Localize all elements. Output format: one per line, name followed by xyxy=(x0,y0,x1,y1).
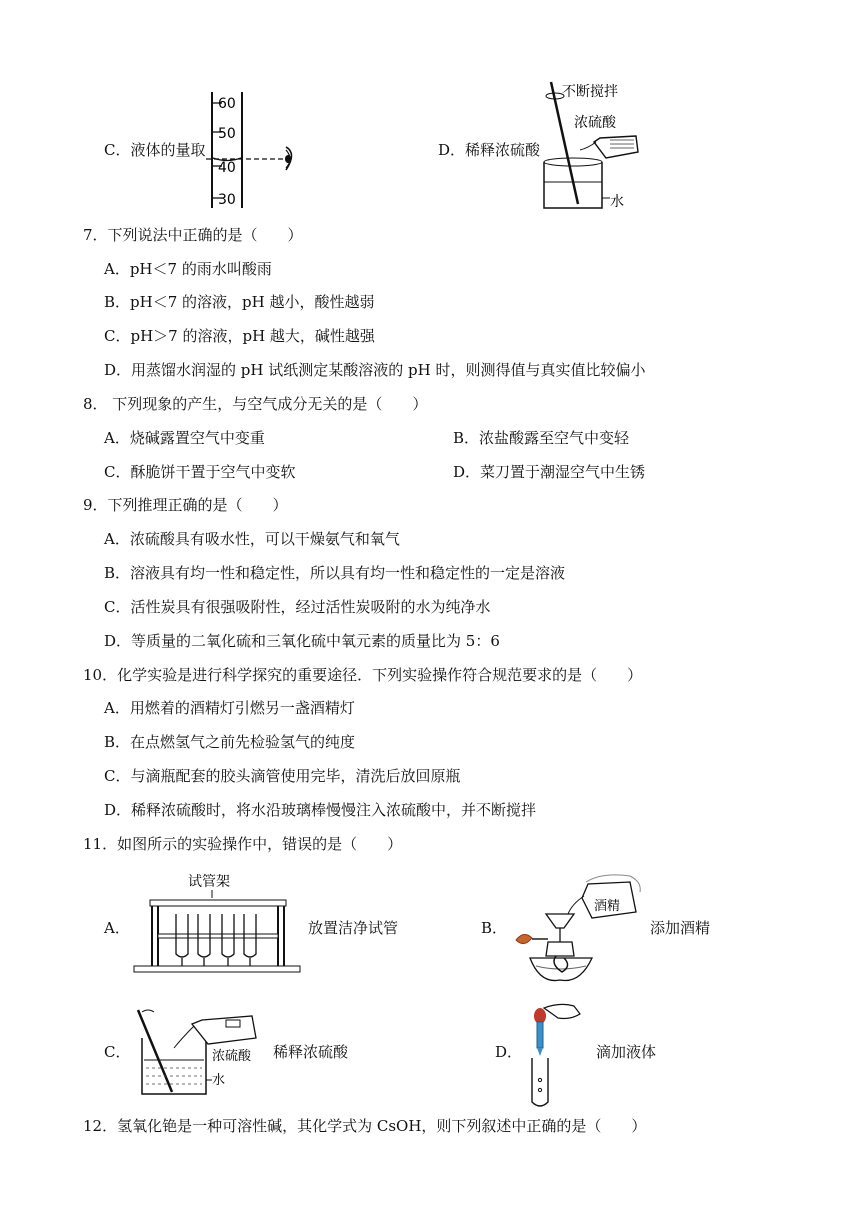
add-alcohol-figure xyxy=(510,872,650,982)
q11-option-c-letter: C． xyxy=(104,1043,131,1061)
q8-option-a: A．烧碱露置空气中变重 xyxy=(104,429,265,447)
q6-option-c: C．液体的量取 xyxy=(104,141,206,159)
q9-option-a: A．浓硫酸具有吸水性，可以干燥氨气和氧气 xyxy=(104,530,400,548)
q11-option-a-letter: A． xyxy=(104,919,130,937)
q9-option-b: B．溶液具有均一性和稳定性，所以具有均一性和稳定性的一定是溶液 xyxy=(104,564,566,582)
dilute-acid-figure-c xyxy=(132,998,267,1098)
q9-stem: 9．下列推理正确的是（ ） xyxy=(83,496,288,514)
fig-a-rack-label: 试管架 xyxy=(188,874,230,890)
cylinder-tick-30: 30 xyxy=(218,192,236,208)
q11-option-d-letter: D． xyxy=(495,1043,523,1061)
q12-stem: 12．氢氧化铯是一种可溶性碱，其化学式为 CsOH，则下列叙述中正确的是（ ） xyxy=(83,1117,647,1135)
q9-option-c: C．活性炭具有很强吸附性，经过活性炭吸附的水为纯净水 xyxy=(104,598,491,616)
q10-option-c: C．与滴瓶配套的胶头滴管使用完毕，清洗后放回原瓶 xyxy=(104,767,461,785)
q11-stem: 11．如图所示的实验操作中，错误的是（ ） xyxy=(83,835,403,853)
cylinder-tick-40: 40 xyxy=(218,160,236,176)
cylinder-tick-50: 50 xyxy=(218,126,236,142)
q11-option-d-caption: 滴加液体 xyxy=(596,1043,657,1061)
q10-option-d: D．稀释浓硫酸时，将水沿玻璃棒慢慢注入浓硫酸中，并不断搅拌 xyxy=(104,801,537,819)
fig-c-water-label: 水 xyxy=(212,1073,226,1088)
q8-option-b: B．浓盐酸露至空气中变轻 xyxy=(453,429,630,447)
fig-d-stir-label: 不断搅拌 xyxy=(562,84,618,100)
cylinder-tick-60: 60 xyxy=(218,96,236,112)
dropper-figure xyxy=(514,1000,584,1110)
fig-c-acid-label: 浓硫酸 xyxy=(212,1049,252,1064)
q8-option-c: C．酥脆饼干置于空气中变软 xyxy=(104,463,296,481)
fig-d-acid-label: 浓硫酸 xyxy=(574,115,616,131)
q10-option-a: A．用燃着的酒精灯引燃另一盏酒精灯 xyxy=(104,699,355,717)
q9-option-d: D．等质量的二氧化硫和三氧化硫中氧元素的质量比为 5：6 xyxy=(104,632,500,650)
q11-option-b-letter: B． xyxy=(481,919,508,937)
q11-option-a-caption: 放置洁净试管 xyxy=(308,919,399,937)
dilute-acid-figure-d xyxy=(536,80,666,215)
test-tube-rack-figure xyxy=(132,870,307,975)
q8-stem: 8． 下列现象的产生，与空气成分无关的是（ ） xyxy=(83,395,428,413)
q7-option-d: D．用蒸馏水润湿的 pH 试纸测定某酸溶液的 pH 时，则测得值与真实值比较偏小 xyxy=(104,361,646,379)
eye-icon xyxy=(285,147,292,170)
fig-b-alcohol-label: 酒精 xyxy=(594,899,621,914)
q7-option-b: B．pH＜7 的溶液，pH 越小，酸性越弱 xyxy=(104,293,375,311)
q11-option-b-caption: 添加酒精 xyxy=(650,919,711,937)
q11-option-c-caption: 稀释浓硫酸 xyxy=(273,1043,349,1061)
q10-option-b: B．在点燃氢气之前先检验氢气的纯度 xyxy=(104,733,356,751)
fig-d-water-label: 水 xyxy=(610,194,624,210)
cylinder-reading-figure xyxy=(200,90,320,210)
q10-stem: 10．化学实验是进行科学探究的重要途径．下列实验操作符合规范要求的是（ ） xyxy=(83,666,643,684)
q7-stem: 7．下列说法中正确的是（ ） xyxy=(83,226,303,244)
q8-option-d: D．菜刀置于潮湿空气中生锈 xyxy=(453,463,646,481)
q7-option-c: C．pH＞7 的溶液，pH 越大，碱性越强 xyxy=(104,327,375,345)
q6-option-d: D．稀释浓硫酸 xyxy=(438,141,541,159)
q7-option-a: A．pH＜7 的雨水叫酸雨 xyxy=(104,260,272,278)
